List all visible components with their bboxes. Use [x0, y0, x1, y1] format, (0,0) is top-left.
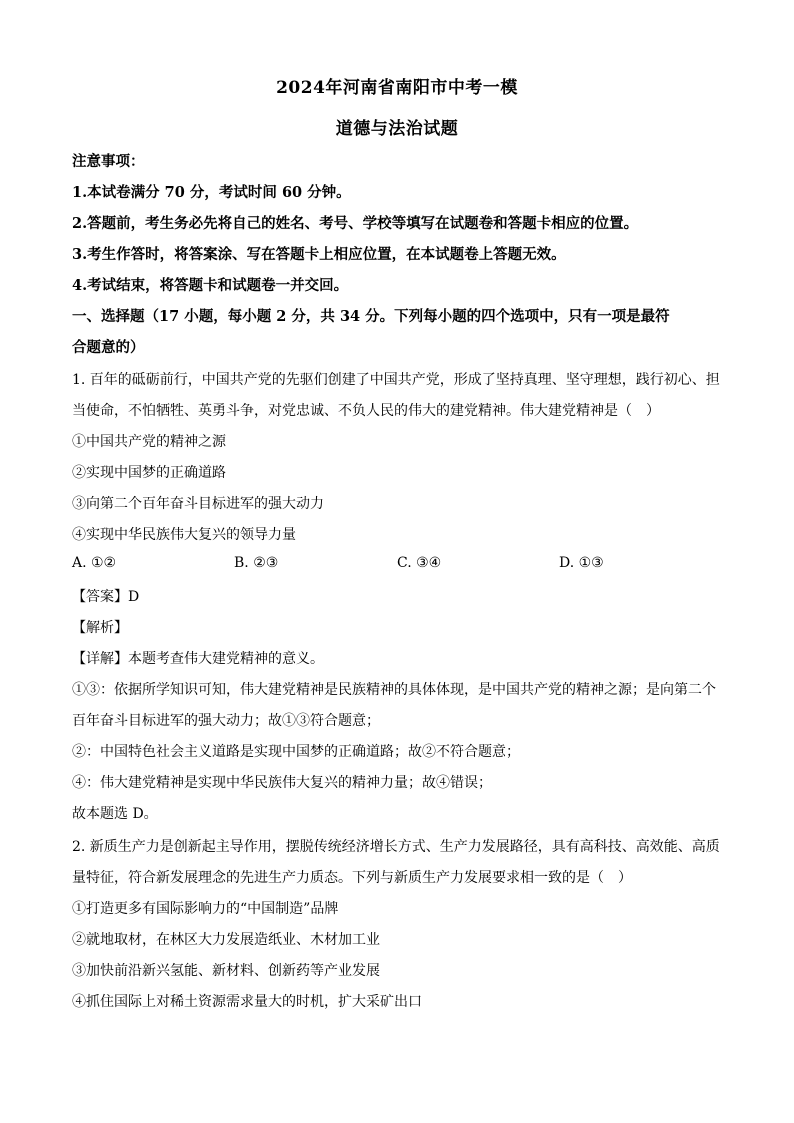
- q2-statement-1: ①打造更多有国际影响力的“中国制造”品牌: [72, 901, 339, 917]
- q1-stem-cont: 当使命，不怕牺牲、英勇斗争，对党忠诚、不负人民的伟大的建党精神。伟大建党精神是（ ）: [72, 403, 660, 419]
- q2-stem-cont: 量特征，符合新发展理念的先进生产力质态。下列与新质生产力发展要求相一致的是（ ）: [72, 870, 632, 886]
- q2-stem: 2. 新质生产力是创新起主导作用，摆脱传统经济增长方式、生产力发展路径，具有高科技、高效能、高质: [72, 839, 720, 855]
- exam-subtitle: 道德与法治试题: [335, 119, 459, 139]
- q1-statement-1: ①中国共产党的精神之源: [72, 434, 226, 450]
- q1-explanation-3: ④：伟大建党精神是实现中华民族伟大复兴的精神力量；故④错误；: [72, 775, 492, 791]
- q1-analysis-label: 【解析】: [72, 620, 128, 636]
- q1-explanation-1: ①③：依据所学知识可知，伟大建党精神是民族精神的具体体现，是中国共产党的精神之源；是向第二个: [72, 682, 716, 698]
- q1-explanation-1-cont: 百年奋斗目标进军的强大动力；故①③符合题意；: [72, 713, 380, 729]
- notice-heading: 注意事项：: [72, 153, 145, 170]
- exam-title: 2024年河南省南阳市中考一模: [276, 78, 518, 98]
- q1-stem: 1. 百年的砥砺前行，中国共产党的先驱们创建了中国共产党，形成了坚持真理、坚守理想，践行初心、担: [72, 372, 720, 388]
- q1-detail: 【详解】本题考查伟大建党精神的意义。: [72, 651, 324, 667]
- notice-item-1: 1.本试卷满分 70 分，考试时间 60 分钟。: [72, 184, 351, 201]
- q1-option-c: C. ③④: [397, 555, 442, 571]
- q1-options: [72, 555, 722, 575]
- notice-item-2: 2.答题前，考生务必先将自己的姓名、考号、学校等填写在试题卷和答题卡相应的位置。: [72, 215, 639, 232]
- q1-statement-2: ②实现中国梦的正确道路: [72, 465, 226, 481]
- q1-statement-3: ③向第二个百年奋斗目标进军的强大动力: [72, 496, 324, 512]
- q1-explanation-2: ②：中国特色社会主义道路是实现中国梦的正确道路；故②不符合题意；: [72, 744, 520, 760]
- section-heading-cont: 合题意的）: [72, 339, 145, 356]
- q2-statement-4: ④抓住国际上对稀土资源需求量大的时机，扩大采矿出口: [72, 994, 422, 1010]
- q1-conclusion: 故本题选 D。: [72, 806, 158, 822]
- q2-statement-2: ②就地取材，在林区大力发展造纸业、木材加工业: [72, 932, 380, 948]
- q1-option-a: A. ①②: [72, 555, 117, 571]
- notice-item-4: 4.考试结束，将答题卡和试题卷一并交回。: [72, 277, 349, 294]
- q1-option-b: B. ②③: [234, 555, 279, 571]
- q1-answer: 【答案】D: [72, 589, 140, 605]
- q1-option-d: D. ①③: [559, 555, 604, 571]
- section-heading: 一、选择题（17 小题，每小题 2 分，共 34 分。下列每小题的四个选项中，只有一项是最符: [72, 308, 670, 325]
- q1-statement-4: ④实现中华民族伟大复兴的领导力量: [72, 527, 296, 543]
- notice-item-3: 3.考生作答时，将答案涂、写在答题卡上相应位置，在本试题卷上答题无效。: [72, 246, 566, 263]
- q2-statement-3: ③加快前沿新兴氢能、新材料、创新药等产业发展: [72, 963, 380, 979]
